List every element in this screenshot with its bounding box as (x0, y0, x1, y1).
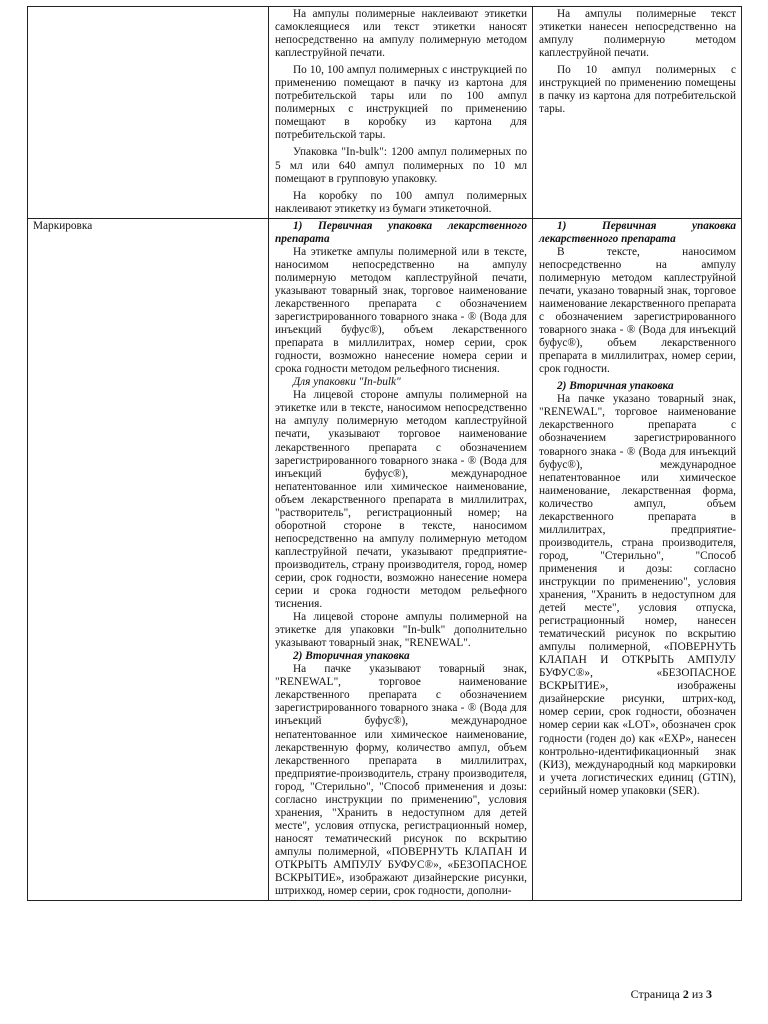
row-label: Маркировка (33, 219, 93, 232)
paragraph: На этикетке ампулы полимерной или в тексте, наносимом непосредственно на ампулу полимерную методом каплеструйной печати, указывают товарный знак, торговое наименование лекарственного препарата с обозначением зарегистрированного товарного знака - ® (Вода для инъекций буфус®), объем лекарственного препарата в миллилитрах, номер серии, срок годности, возможно нанесение номера серии и срока годности методом рельефного тиснения. (275, 245, 527, 376)
paragraph: По 10 ампул полимерных с инструкцией по применению помещены в пачку из картона для потребительской тары. (539, 64, 736, 116)
section-heading: 1) Первичная упаковка лекарственного препарата (275, 219, 527, 245)
row-label-cell (28, 7, 269, 219)
paragraph: На пачке указывают товарный знак, "RENEWAL", торговое наименование лекарственного препарата с обозначением зарегистрированного товарного знака - ® (Вода для инъекций буфус®), международное непатентованное или химическое наименование, лекарственную форму, количество ампул, объем лекарственного препарата в миллилитрах, предприятие-производитель, страну производителя, город, "Стерильно", "Способ применения и дозы: согласно инструкции по применению", условия хранения, "Хранить в недоступном для детей месте", условия отпуска, регистрационный номер, наносят тематический рисунок по вскрытию ампулы полимерной, «ПОВЕРНУТЬ КЛАПАН И ОТКРЫТЬ АМПУЛУ БУФУС®», «БЕЗОПАСНОЕ ВСКРЫТИЕ», изображают дизайнерские рисунки, штрихкод, номер серии, срок годности, дополни- (275, 663, 527, 898)
proposed-text-cell (269, 218, 533, 900)
paragraph: На ампулы полимерные наклеивают этикетки самоклеящиеся или текст этикетки наносят непосредственно на ампулу полимерную методом каплеструйной печати. (275, 8, 527, 60)
table-row (28, 7, 742, 219)
page-prefix: Страница (630, 987, 680, 1001)
page-of: из (691, 987, 703, 1001)
row-label (28, 7, 268, 10)
section-heading: 2) Вторичная упаковка (557, 380, 674, 393)
paragraph: На коробку по 100 ампул полимерных наклеивают этикетку из бумаги этикеточной. (275, 189, 527, 215)
proposed-text-cell (269, 7, 533, 219)
paragraph: На ампулы полимерные текст этикетки нанесен непосредственно на ампулу полимерную методом каплеструйной печати. (539, 8, 736, 60)
paragraph: На лицевой стороне ампулы полимерной на этикетке или в тексте, наносимом непосредственно на ампулу полимерную методом каплеструйной печати, указывают торговое наименование лекарственного препарата с обозначением зарегистрированного товарного знака - ® (Вода для инъекций буфус®), международное непатентованное или химическое наименование, объем лекарственного препарата в миллилитрах, "растворитель", регистрационный номер; на оборотной стороне в тексте, наносимом непосредственно на ампулу полимерную методом каплеструйной печати, указывают предприятие-производитель, страну производителя, город, номер серии, срок годности, возможно нанесение номера серии и срока годности методом рельефного тиснения. (275, 389, 527, 611)
subheading: Для упаковки "In-bulk" (293, 376, 401, 389)
paragraph: На лицевой стороне ампулы полимерной на этикетке для упаковки "In-bulk" дополнительно указывают товарный знак, "RENEWAL". (275, 611, 527, 650)
paragraph: По 10, 100 ампул полимерных с инструкцией по применению помещают в пачку из картона для потребительской тары или по 100 ампул полимерных с инструкцией по применению помещают в коробку из картона для потребительской тары. (275, 64, 527, 142)
section-heading: 1) Первичная упаковка лекарственного препарата (539, 219, 736, 245)
page-number (631, 988, 712, 1001)
row-label-cell (28, 218, 269, 900)
paragraph: В тексте, наносимом непосредственно на ампулу полимерную методом каплеструйной печати, указано товарный знак, торговое наименование лекарственного препарата с обозначением зарегистрированного товарного знака - ® (Вода для инъекций буфус®), объем лекарственного препарата в миллилитрах, номер серии, срок годности. (539, 245, 736, 376)
current-page: 2 (682, 987, 689, 1001)
current-text-cell (533, 218, 742, 900)
table-row (28, 218, 742, 900)
total-pages: 3 (706, 987, 712, 1001)
current-text-cell (533, 7, 742, 219)
section-heading: 2) Вторичная упаковка (293, 650, 410, 663)
paragraph: Упаковка "In-bulk": 1200 ампул полимерных по 5 мл или 640 ампул полимерных по 10 мл помещают в групповую упаковку. (275, 146, 527, 185)
paragraph: На пачке указано товарный знак, "RENEWAL", торговое наименование лекарственного препарата с обозначением зарегистрированного товарного знака - ® (Вода для инъекций буфус®), международное непатентованное или химическое наименование, лекарственная форма, количество ампул, объем лекарственного препарата в миллилитрах, предприятие-производитель, страна производителя, город, "Стерильно", "Способ применения и дозы: согласно инструкции по применению", условия хранения, "Хранить в недоступном для детей месте", условия отпуска, регистрационный номер, нанесен тематический рисунок по вскрытию ампулы полимерной, «ПОВЕРНУТЬ КЛАПАН И ОТКРЫТЬ АМПУЛУ БУФУС®», «БЕЗОПАСНОЕ ВСКРЫТИЕ», изображены дизайнерские рисунки, штрих-код, номер серии, срок годности, обозначен номер серии как «LOT», обозначен срок годности (годен до) как «EXP», нанесен контрольно-идентификационный знак (КИЗ), международный код маркировки и учета логистических единиц (GTIN), серийный номер упаковки (SER). (539, 393, 736, 797)
document-table (27, 6, 742, 901)
